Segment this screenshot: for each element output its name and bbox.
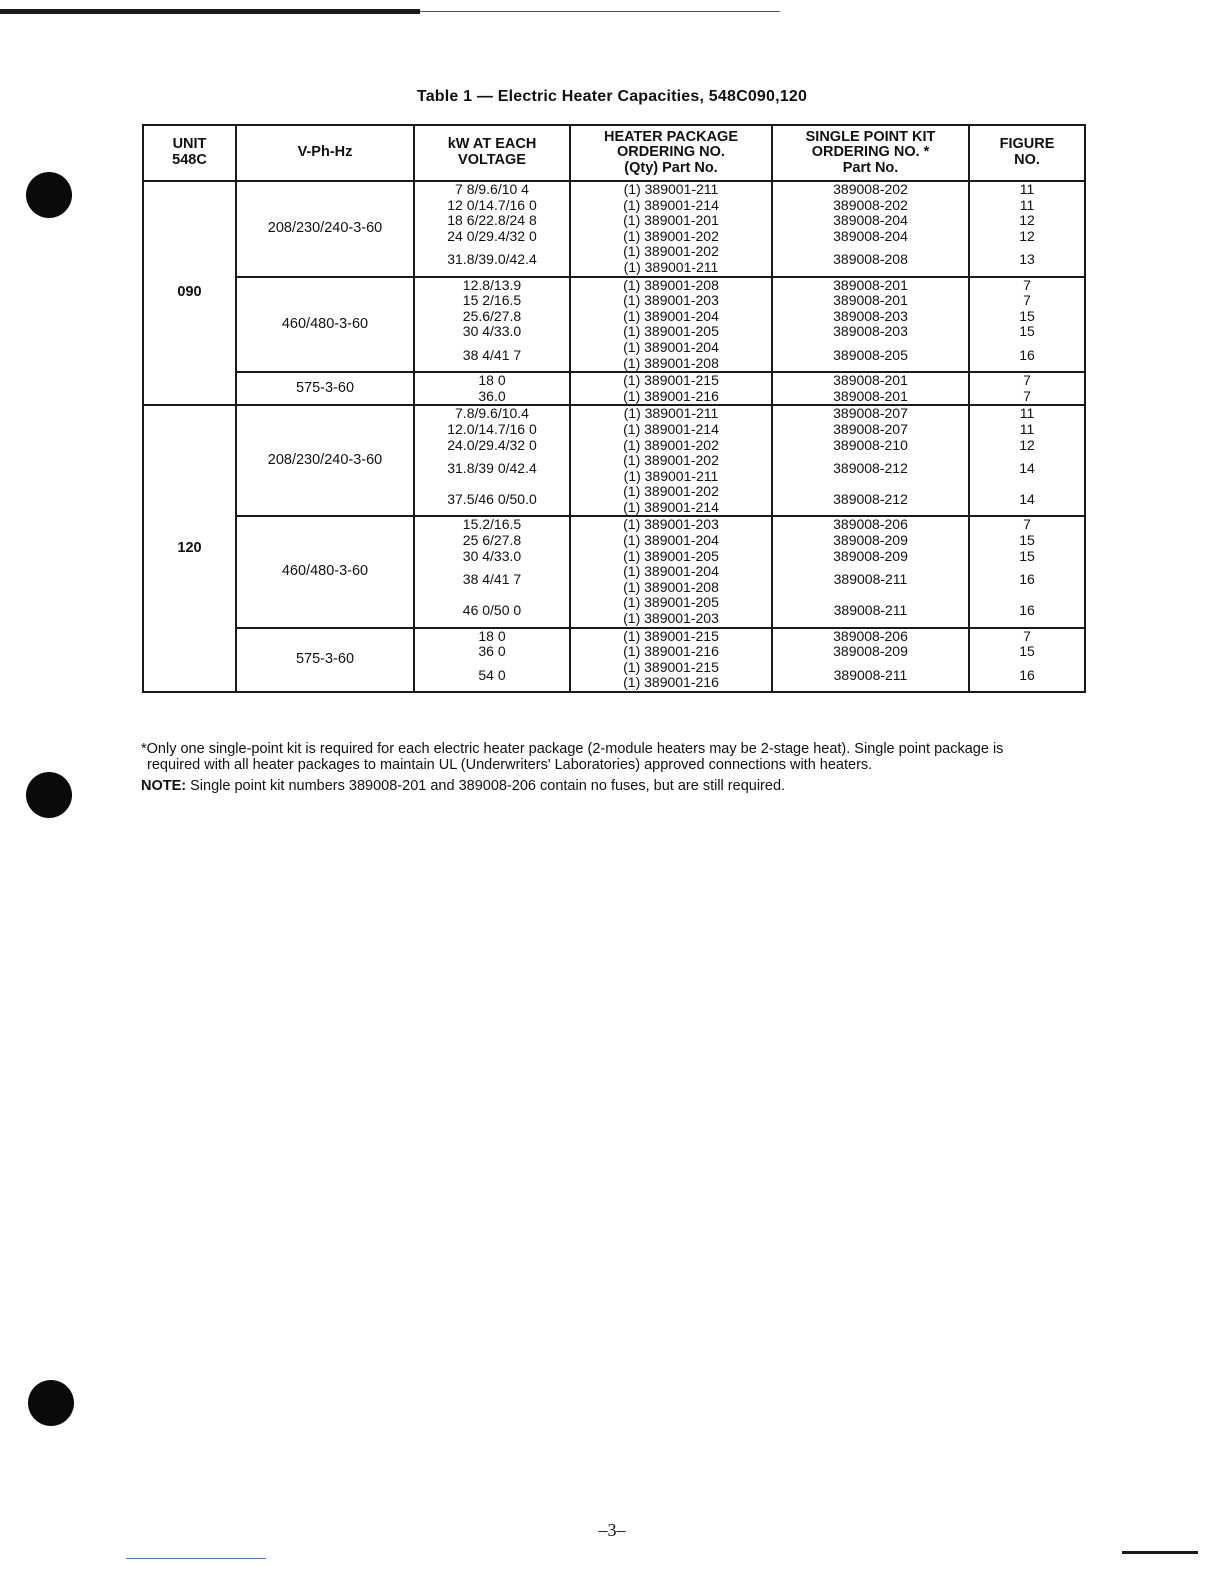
kit-part-number: 389008-212 <box>833 460 908 477</box>
table-row <box>143 516 1085 627</box>
heater-part-number: (1) 389001-202 <box>623 483 719 500</box>
figure-number: 15 <box>1019 323 1035 340</box>
kw-cell <box>414 181 570 277</box>
kit-part-number: 389008-203 <box>833 323 908 340</box>
kw-value: 54 0 <box>478 666 506 683</box>
figure-number: 16 <box>1019 346 1035 363</box>
voltage-cell: 208/230/240-3-60 <box>236 181 414 277</box>
figure-number: 11 <box>1019 196 1035 213</box>
heater-part-number: (1) 389001-216 <box>623 387 719 404</box>
page-number: –3– <box>598 1520 626 1540</box>
figure-number: 12 <box>1019 227 1035 244</box>
figure-number: 11 <box>1019 181 1035 197</box>
voltage-cell: 575-3-60 <box>236 628 414 692</box>
binder-hole-icon <box>28 1380 74 1426</box>
kw-value: 12 0/14.7/16 0 <box>447 196 537 213</box>
header-unit: UNIT 548C <box>143 125 236 181</box>
heater-cell <box>570 372 772 405</box>
kit-part-number: 389008-204 <box>833 227 908 244</box>
kit-part-number: 389008-201 <box>833 276 908 293</box>
kw-value: 30 4/33.0 <box>462 323 522 340</box>
footnote-line-2: required with all heater packages to maintain UL (Underwriters' Laboratories) approved connections with heaters. <box>147 757 873 773</box>
kw-value: 7 8/9.6/10 4 <box>455 181 529 197</box>
figure-number: 16 <box>1019 571 1035 588</box>
kit-part-number: 389008-212 <box>833 491 908 508</box>
figure-cell <box>969 372 1085 405</box>
figure-number: 15 <box>1019 547 1035 564</box>
kit-part-number: 389008-207 <box>833 420 908 437</box>
heater-part-number: (1) 389001-203 <box>623 292 719 309</box>
heater-capacity-table <box>142 124 1086 693</box>
heater-cell <box>570 628 772 692</box>
bottom-rule-right <box>1122 1551 1198 1554</box>
kit-part-number: 389008-207 <box>833 405 908 422</box>
kw-cell <box>414 516 570 627</box>
kit-cell <box>772 628 969 692</box>
kw-value: 24.0/29.4/32 0 <box>447 436 537 453</box>
kit-cell <box>772 516 969 627</box>
voltage-cell: 460/480-3-60 <box>236 277 414 373</box>
figure-number: 7 <box>1023 627 1031 644</box>
header-vphhz: V-Ph-Hz <box>236 125 414 181</box>
kit-cell <box>772 405 969 516</box>
kit-part-number: 389008-206 <box>833 516 908 533</box>
figure-number: 13 <box>1019 251 1035 268</box>
heater-part-number: (1) 389001-216 <box>623 643 719 660</box>
kit-part-number: 389008-202 <box>833 181 908 197</box>
binder-hole-icon <box>26 772 72 818</box>
kit-part-number: 389008-211 <box>833 666 908 683</box>
heater-cell <box>570 405 772 516</box>
figure-number: 7 <box>1023 387 1031 404</box>
kit-part-number: 389008-201 <box>833 372 908 389</box>
header-figure: FIGURE NO. <box>969 125 1085 181</box>
kw-value: 18 0 <box>478 372 506 389</box>
voltage-cell: 208/230/240-3-60 <box>236 405 414 516</box>
heater-part-number: (1) 389001-216 <box>623 674 719 691</box>
figure-number: 7 <box>1023 276 1031 293</box>
kw-cell <box>414 628 570 692</box>
figure-number: 12 <box>1019 436 1035 453</box>
figure-number: 16 <box>1019 666 1035 683</box>
heater-part-number: (1) 389001-211 <box>623 405 719 422</box>
figure-number: 7 <box>1023 516 1031 533</box>
kw-value: 31.8/39 0/42.4 <box>447 460 537 477</box>
kit-part-number: 389008-209 <box>833 532 908 549</box>
kit-part-number: 389008-211 <box>833 602 908 619</box>
footnote-line-1: *Only one single-point kit is required for each electric heater package (2-module heaters may be 2-stage heat). Single point package is <box>141 741 1004 757</box>
figure-number: 7 <box>1023 292 1031 309</box>
kit-part-number: 389008-211 <box>833 571 908 588</box>
heater-part-number: (1) 389001-202 <box>623 227 719 244</box>
heater-part-number: (1) 389001-203 <box>623 516 719 533</box>
table-body <box>143 181 1085 692</box>
heater-cell <box>570 181 772 277</box>
heater-part-number: (1) 389001-208 <box>623 578 719 595</box>
table-title: Table 1 — Electric Heater Capacities, 548C090,120 <box>416 88 808 105</box>
table-row <box>143 181 1085 277</box>
voltage-cell: 460/480-3-60 <box>236 516 414 627</box>
table-row <box>143 277 1085 373</box>
figure-number: 16 <box>1019 602 1035 619</box>
figure-cell <box>969 405 1085 516</box>
note <box>141 778 1089 794</box>
table-row <box>143 628 1085 692</box>
kit-part-number: 389008-209 <box>833 643 908 660</box>
table-row <box>143 405 1085 516</box>
kw-value: 18 6/22.8/24 8 <box>447 212 537 229</box>
header-heater-package: HEATER PACKAGE ORDERING NO. (Qty) Part No. <box>570 125 772 181</box>
figure-number: 14 <box>1019 460 1035 477</box>
bottom-rule-left <box>126 1558 266 1559</box>
heater-cell <box>570 516 772 627</box>
figure-number: 11 <box>1019 405 1035 422</box>
kit-part-number: 389008-204 <box>833 212 908 229</box>
binder-hole-icon <box>26 172 72 218</box>
heater-part-number: (1) 389001-204 <box>623 532 719 549</box>
heater-part-number: (1) 389001-201 <box>623 212 719 229</box>
figure-number: 7 <box>1023 372 1031 389</box>
heater-part-number: (1) 389001-204 <box>623 307 719 324</box>
kit-part-number: 389008-209 <box>833 547 908 564</box>
kw-value: 36.0 <box>478 387 506 404</box>
kit-part-number: 389008-205 <box>833 346 908 363</box>
note-text: Single point kit numbers 389008-201 and 389008-206 contain no fuses, but are still required. <box>186 778 786 794</box>
heater-part-number: (1) 389001-208 <box>623 354 719 371</box>
kw-value: 25 6/27.8 <box>462 532 522 549</box>
kw-value: 12.0/14.7/16 0 <box>447 420 537 437</box>
kw-cell <box>414 277 570 373</box>
figure-number: 15 <box>1019 532 1035 549</box>
kw-value: 30 4/33.0 <box>462 547 522 564</box>
heater-part-number: (1) 389001-214 <box>623 420 719 437</box>
kw-value: 25.6/27.8 <box>462 307 522 324</box>
kw-value: 15 2/16.5 <box>462 292 522 309</box>
kit-part-number: 389008-202 <box>833 196 908 213</box>
heater-part-number: (1) 389001-215 <box>623 372 719 389</box>
kw-value: 38 4/41 7 <box>462 346 522 363</box>
heater-part-number: (1) 389001-204 <box>623 563 719 580</box>
kw-value: 7.8/9.6/10.4 <box>455 405 529 422</box>
heater-part-number: (1) 389001-215 <box>623 627 719 644</box>
figure-cell <box>969 181 1085 277</box>
heater-part-number: (1) 389001-205 <box>623 594 719 611</box>
figure-number: 12 <box>1019 212 1035 229</box>
kit-cell <box>772 277 969 373</box>
figure-number: 15 <box>1019 307 1035 324</box>
kit-part-number: 389008-208 <box>833 251 908 268</box>
kit-part-number: 389008-201 <box>833 387 908 404</box>
heater-part-number: (1) 389001-202 <box>623 436 719 453</box>
figure-cell <box>969 277 1085 373</box>
note-label: NOTE: <box>141 778 187 794</box>
heater-part-number: (1) 389001-205 <box>623 323 719 340</box>
kw-value: 36 0 <box>478 643 506 660</box>
heater-cell <box>570 277 772 373</box>
kit-part-number: 389008-210 <box>833 436 908 453</box>
kw-cell <box>414 372 570 405</box>
unit-cell: 120 <box>143 405 236 692</box>
kit-part-number: 389008-203 <box>833 307 908 324</box>
heater-part-number: (1) 389001-202 <box>623 452 719 469</box>
kw-value: 12.8/13.9 <box>462 276 522 293</box>
figure-cell <box>969 516 1085 627</box>
heater-part-number: (1) 389001-202 <box>623 243 719 260</box>
table-header-row <box>143 125 1085 181</box>
unit-cell: 090 <box>143 181 236 405</box>
kw-value: 15.2/16.5 <box>462 516 522 533</box>
heater-part-number: (1) 389001-204 <box>623 338 719 355</box>
kw-value: 31.8/39.0/42.4 <box>447 251 537 268</box>
kw-value: 46 0/50 0 <box>462 602 522 619</box>
kit-part-number: 389008-206 <box>833 627 908 644</box>
figure-number: 15 <box>1019 643 1035 660</box>
heater-part-number: (1) 389001-215 <box>623 658 719 675</box>
figure-number: 11 <box>1019 420 1035 437</box>
heater-part-number: (1) 389001-203 <box>623 610 719 627</box>
heater-part-number: (1) 389001-211 <box>623 181 719 197</box>
heater-part-number: (1) 389001-208 <box>623 276 719 293</box>
kit-cell <box>772 181 969 277</box>
footnote <box>141 741 1089 773</box>
header-kw: kW AT EACH VOLTAGE <box>414 125 570 181</box>
header-single-point-kit: SINGLE POINT KIT ORDERING NO. * Part No. <box>772 125 969 181</box>
heater-part-number: (1) 389001-211 <box>623 258 719 275</box>
kw-value: 24 0/29.4/32 0 <box>447 227 537 244</box>
top-rule <box>0 9 420 14</box>
kw-value: 37.5/46 0/50.0 <box>447 491 537 508</box>
heater-part-number: (1) 389001-214 <box>623 196 719 213</box>
heater-part-number: (1) 389001-211 <box>623 467 719 484</box>
kit-cell <box>772 372 969 405</box>
kw-value: 38 4/41 7 <box>462 571 522 588</box>
figure-number: 14 <box>1019 491 1035 508</box>
kw-value: 18 0 <box>478 627 506 644</box>
heater-part-number: (1) 389001-214 <box>623 498 719 515</box>
kw-cell <box>414 405 570 516</box>
table-row <box>143 372 1085 405</box>
voltage-cell: 575-3-60 <box>236 372 414 405</box>
heater-part-number: (1) 389001-205 <box>623 547 719 564</box>
figure-cell <box>969 628 1085 692</box>
kit-part-number: 389008-201 <box>833 292 908 309</box>
top-rule-thin <box>420 11 780 12</box>
